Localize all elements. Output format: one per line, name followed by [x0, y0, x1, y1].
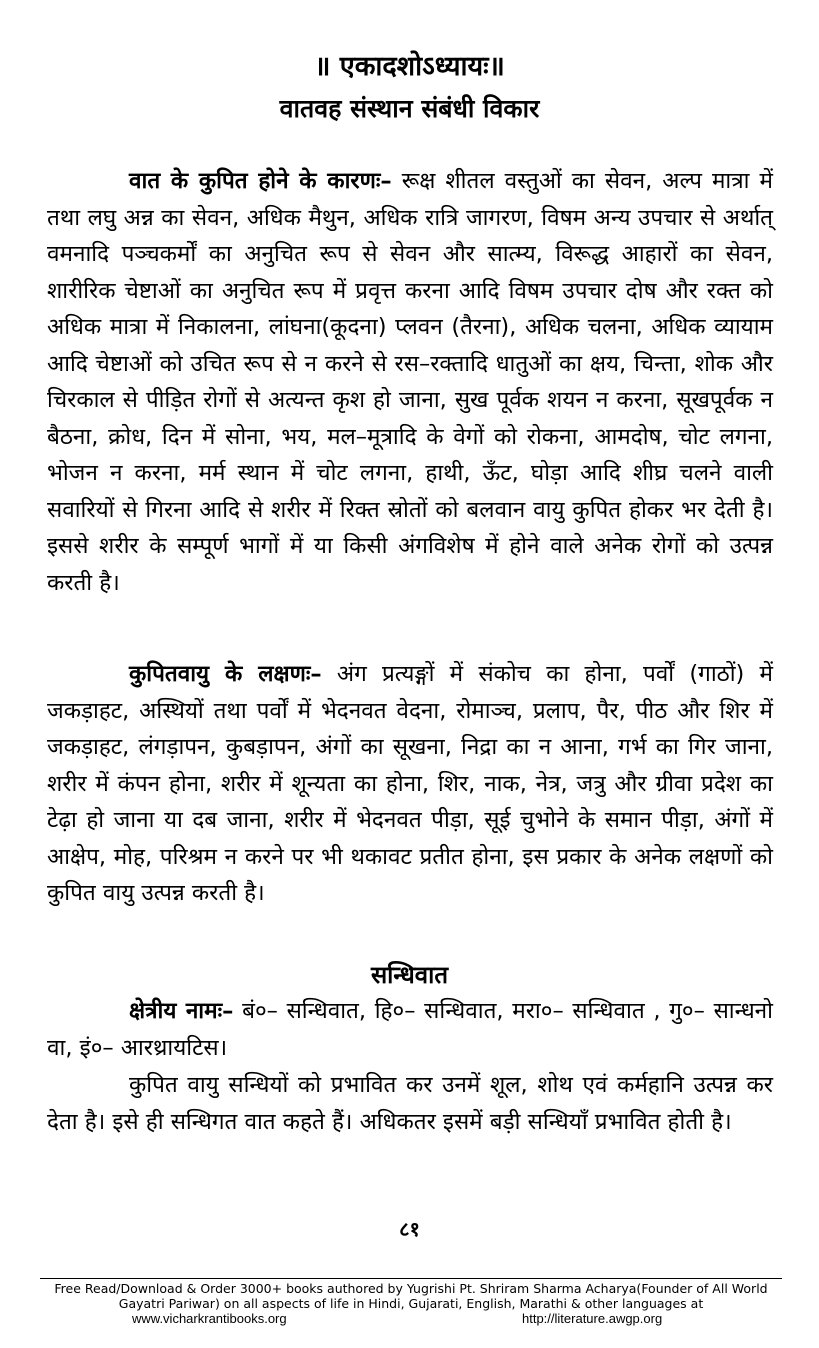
regional-names-label: क्षेत्रीय नामः–: [129, 998, 234, 1024]
footer-links: [40, 1311, 782, 1327]
paragraph-causes: [47, 163, 773, 601]
symptoms-heading: कुपितवायु के लक्षणः–: [129, 661, 322, 687]
footer-link-awgp[interactable]: http://literature.awgp.org: [522, 1311, 663, 1326]
causes-heading: वात के कुपित होने के कारणः–: [129, 168, 392, 194]
paragraph-symptoms: [47, 656, 773, 912]
paragraph-sandhivata-description: कुपित वायु सन्धियों को प्रभावित कर उनमें शूल, शोथ एवं कर्महानि उत्पन्न कर देता है। इसे ही सन्धिगत वात कहते हैं। अधिकतर इसमें बड़ी सन्धियाँ प्रभावित होती है।: [47, 1072, 773, 1135]
regional-names-body: बं०– सन्धिवात, हि०– सन्धिवात, मरा०– सन्धिवात , गु०– सान्धनो वा, इं०– आरथ्रायटिस।: [47, 998, 773, 1061]
chapter-subtitle: वातवह संस्थान संबंधी विकार: [279, 94, 540, 123]
symptoms-body: अंग प्रत्यङ्गों में संकोच का होना, पर्वों (गाठों) में जकड़ाहट, अस्थियों तथा पर्वों में भेदनवत वेदना, रोमाञ्च, प्रलाप, पैर, पीठ और शिर में जकड़ाहट, लंगड़ापन, कुबड़ापन, अंगों का सूखना, निद्रा का न आना, गर्भ का गिर जाना, शरीर में कंपन होना, शरीर में शून्यता का होना, शिर, नाक, नेत्र, जत्रु और ग्रीवा प्रदेश का टेढ़ा हो जाना या दब जाना, शरीर में भेदनवत पीड़ा, सूई चुभोने के समान पीड़ा, अंगों में आक्षेप, मोह, परिश्रम न करने पर भी थकावट प्रतीत होना, इस प्रकार के अनेक लक्षणों को कुपित वायु उत्पन्न करती है।: [47, 661, 774, 906]
footer-text: Free Read/Download & Order 3000+ books authored by Yugrishi Pt. Shriram Sharma Acharya(Founder of All World Gayatri Pariwar) on all aspects of life in Hindi, Gujarati, English, Marathi & other languages at: [54, 1281, 768, 1311]
footer-divider: [40, 1278, 782, 1279]
chapter-title: ॥ एकादशोऽध्यायः॥: [314, 51, 505, 82]
causes-body: रूक्ष शीतल वस्तुओं का सेवन, अल्प मात्रा में तथा लघु अन्न का सेवन, अधिक मैथुन, अधिक रात्रि जागरण, विषम अन्य उपचार से अर्थात् वमनादि पञ्चकर्मों का अनुचित रूप से सेवन और सात्म्य, विरूद्ध आहारों का सेवन, शारीरिक चेष्टाओं का अनुचित रूप में प्रवृत्त करना आदि विषम उपचार दोष और रक्त को अधिक मात्रा में निकालना, लांघना(कूदना) प्लवन (तैरना), अधिक चलना, अधिक व्यायाम आदि चेष्टाओं को उचित रूप से न करने से रस–रक्तादि धातुओं का क्षय, चिन्ता, शोक और चिरकाल से पीड़ित रोगों से अत्यन्त कृश हो जाना, सुख पूर्वक शयन न करना, सूखपूर्वक न बैठना, क्रोध, दिन में सोना, भय, मल–मूत्रादि के वेगों को रोकना, आमदोष, चोट लगना, भोजन न करना, मर्म स्थान में चोट लगना, हाथी, ऊँट, घोड़ा आदि शीघ्र चलने वाली सवारियों से गिरना आदि से शरीर में रिक्त स्रोतों को बलवान वायु कुपित होकर भर देती है। इससे शरीर के सम्पूर्ण भागों में या किसी अंगविशेष में होने वाले अनेक रोगों को उत्पन्न करती है।: [47, 168, 773, 596]
section-heading-sandhivata: सन्धिवात: [370, 961, 449, 989]
footer-link-vicharkranti[interactable]: www.vicharkrantibooks.org: [132, 1311, 287, 1326]
paragraph-regional-names: [47, 993, 773, 1066]
page-number: ८१: [399, 1217, 420, 1241]
